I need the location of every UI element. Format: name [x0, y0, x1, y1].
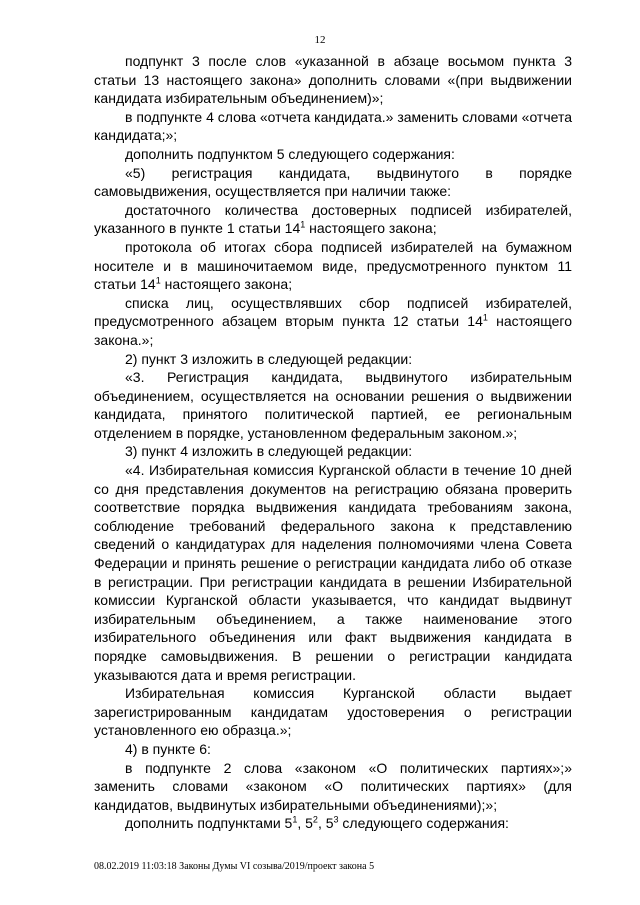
superscript: 1: [300, 219, 306, 230]
paragraph-text: дополнить подпунктами 5: [125, 815, 293, 832]
superscript: 1: [292, 814, 298, 825]
superscript: 2: [312, 814, 318, 825]
page-number: 12: [314, 34, 326, 46]
paragraph: [94, 145, 572, 164]
superscript: 1: [155, 275, 161, 286]
paragraph: [94, 350, 572, 369]
paragraph-text: 4) в пункте 6:: [125, 740, 211, 757]
paragraph-text: подпункт 3 после слов «указанной в абзаце восьмом пункта 3 статьи 13 настоящего закона» дополнить словами «(при выдвижении кандидата избирательным объединением)»;: [94, 53, 572, 107]
paragraph-text: «3. Регистрация кандидата, выдвинутого избирательным объединением, осуществляется на основании решения о выдвижении кандидата, принятого политической партией, ее региональным отделением в порядке, установленном федеральным законом.»;: [94, 369, 572, 441]
superscript: 1: [482, 312, 488, 323]
paragraph-text: в подпункте 4 слова «отчета кандидата.» заменить словами «отчета кандидата;»;: [94, 108, 572, 144]
paragraph-text: 2) пункт 3 изложить в следующей редакции:: [125, 350, 413, 367]
paragraph-text: , 5: [297, 815, 313, 832]
paragraph: [94, 759, 572, 815]
paragraph: [94, 461, 572, 684]
paragraph-text: дополнить подпунктом 5 следующего содержания:: [125, 145, 455, 162]
paragraph-text: протокола об итогах сбора подписей избирателей на бумажном носителе и в машиночитаемом виде, предусмотренного пунктом 11 статьи 14: [94, 238, 572, 293]
paragraph-text: , 5: [317, 815, 334, 832]
paragraph: [94, 238, 572, 294]
paragraph-text: Избирательная комиссия Курганской области выдает зарегистрированным кандидатам удостоверения о регистрации установленного ею образца.»;: [94, 685, 572, 739]
paragraph-text: настоящего закона;: [160, 276, 293, 293]
page-footer: 08.02.2019 11:03:18 Законы Думы VI созыва/2019/проект закона 5: [94, 861, 375, 872]
paragraph: [94, 164, 572, 201]
paragraph: [94, 294, 572, 350]
paragraph-text: списка лиц, осуществлявших сбор подписей избирателей, предусмотренного абзацем вторым пункта 12 статьи 14: [94, 294, 572, 330]
paragraph: [94, 740, 572, 759]
paragraph-text: настоящего закона;: [305, 220, 437, 237]
paragraph-text: следующего содержания:: [338, 815, 509, 832]
paragraph: [94, 684, 572, 740]
document-body: [94, 52, 572, 833]
paragraph-text: настоящего закона.»;: [94, 313, 573, 348]
superscript: 3: [333, 814, 339, 825]
paragraph: [94, 368, 572, 442]
paragraph: [94, 52, 572, 108]
paragraph: [94, 814, 572, 833]
paragraph: [94, 201, 572, 238]
paragraph: [94, 442, 572, 461]
paragraph-text: достаточного количества достоверных подписей избирателей, указанного в пункте 1 статьи 14: [94, 201, 572, 237]
paragraph-text: «5) регистрация кандидата, выдвинутого в порядке самовыдвижения, осуществляется при наличии также:: [94, 164, 572, 200]
paragraph: [94, 108, 572, 145]
paragraph-text: «4. Избирательная комиссия Курганской области в течение 10 дней со дня представления документов на регистрацию обязана проверить соответствие порядка выдвижения кандидата требованиям закона, соблюдение требований федерального закона к представлению сведений о кандидатурах для наделения полномочиями члена Совета Федерации и принять решение о регистрации кандидата либо об отказе в регистрации. При регистрации кандидата в решении Избирательной комиссии Курганской области указывается, что кандидат выдвинут избирательным объединением, а также наименование этого избирательного объединения или факт выдвижения кандидата в порядке самовыдвижения. В решении о регистрации кандидата указываются дата и время регистрации.: [94, 462, 572, 683]
paragraph-text: в подпункте 2 слова «законом «О политических партиях»;» заменить словами «законом «О политических партиях» (для кандидатов, выдвинутых избирательными объединениями);»;: [94, 759, 572, 813]
paragraph-text: 3) пункт 4 изложить в следующей редакции:: [125, 443, 413, 460]
